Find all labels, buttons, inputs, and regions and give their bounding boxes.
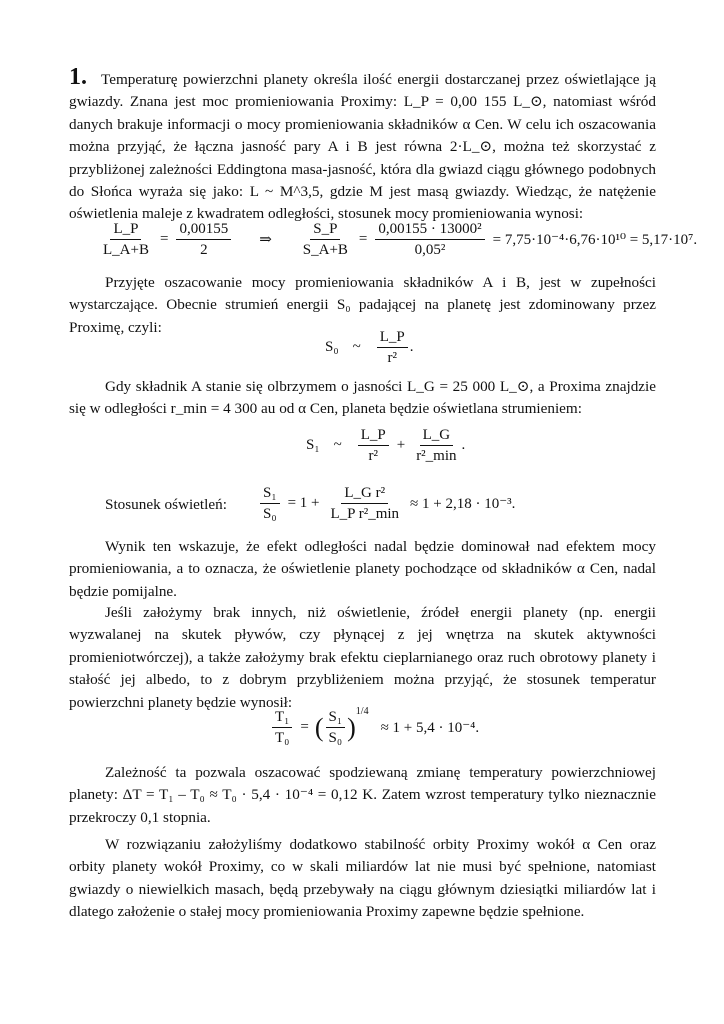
paragraph-giant: Gdy składnik A stanie się olbrzymem o jasności L_G = 25 000 L_⊙, a Proxima znajdzie się w odległości r_min = 4 300 au od α Cen, planeta będzie oświetlana strumieniem: <box>69 378 656 418</box>
fraction-sp-sab: $\frac{S\_P}{S\_A+B}$ <box>302 221 348 258</box>
equation-luminosity-ratio: $\frac{L\_P}{L\_A+B}$ = $\frac{0,00155}{2}$ ⇒ $\frac{S\_P}{S\_A+B}$ = $\frac{\text{0,00155 · 13000²}}{\text{0,05²}}$ = 7,75·10⁻⁴·6,76·10¹⁰ = 5,17·10⁷. <box>98 220 703 259</box>
paragraph-stability: W rozwiązaniu założyliśmy dodatkowo stabilność orbity Proximy wokół α Cen oraz orbity planety wokół Proximy, co w skali miliardów lat nie musi być spełnione, natomiast gwiazdy o niewielkich masach, będą przebywały na ciągu głównym dziesiątki miliardów lat i dlatego założenie o stałej mocy promieniowania Proximy zapewne będzie spełnione. <box>69 836 656 921</box>
equation-result: = 7,75·10⁻⁴·6,76·10¹⁰ = 5,17·10⁷. <box>492 232 698 248</box>
paragraph-assumptions: Jeśli założymy brak innych, niż oświetlenie, źródeł energii planety (np. energii wyzwalanej na skutek pływów, czy płynącej z jej wnętrza na skutek aktywności promieniotwórczej), a także założymy brak efektu cieplarnianego oraz ruch obrotowy planety i stałość jej albedo, to z dobrym przybliżeniem można przyjąć, że stosunek temperatur powierzchni planety będzie wynosił: <box>69 604 656 711</box>
problem-number: 1. <box>69 64 87 90</box>
implies-arrow: ⇒ <box>259 232 272 248</box>
paragraph-temperature-change: Zależność ta pozwala oszacować spodziewaną zmianę temperatury powierzchniowej planety: ΔT = T₁ – T₀ ≈ T₀ · 5,4 · 10⁻⁴ = 0,12 K. Zatem wzrost temperatury tylko nieznacznie przekroczy 0,1 stopnia. <box>69 764 656 826</box>
equation-temperature-ratio: $\frac{\text{T₁}}{\text{T₀}}$ = ( $\frac{\text{S₁}}{\text{S₀}}$ ) $^{1/4}$ ≈ 1 + 5,4 · 10⁻⁴. <box>270 708 485 747</box>
paragraph-conclusion-distance: Wynik ten wskazuje, że efekt odległości nadal będzie dominował nad efektem mocy promieniowania, a to oznacza, że oświetlenie planety pochodzące od składników α Cen, nadal będzie pomijalne. <box>69 538 656 600</box>
exponent-quarter: 1/4 <box>355 706 369 717</box>
paragraph-intro-text: Temperaturę powierzchni planety określa ilość energii dostarczanej przez oświetlające ją gwiazdy. Znana jest moc promieniowania Proximy: L_P = 0,00 155 L_⊙, natomiast wśród danych brakuje informacji o mocy promieniowania składników α Cen. W celu ich oszacowania można przyjąć, że łączna jasność pary A i B jest równa 2·L_⊙, można też skorzystać z przybliżonej zależności Eddingtona masa-jasność, która dla gwiazd ciągu głównego podobnych do Słońca wyraża się jako: L ~ M^3,5, gdzie M jest masą gwiazdy. Wiedząc, że natężenie oświetlenia maleje z kwadratem odległości, stosunek mocy promieniowania wynosi: <box>69 71 656 223</box>
fraction-value-2: $\frac{\text{0,00155 · 13000²}}{\text{0,05²}}$ <box>375 220 484 259</box>
fraction-value-1: $\frac{0,00155}{2}$ <box>176 220 231 259</box>
equation-illumination-ratio: $\frac{\text{S₁}}{\text{S₀}}$ = 1 + $\frac{\text{L\_G r²}}{\text{L\_P r²\_min}}$ ≈ 1 + 2,18 · 10⁻³. <box>258 484 521 523</box>
paragraph-intro <box>69 66 656 226</box>
ratio-label: Stosunek oświetleń: <box>105 496 227 513</box>
paragraph-estimate: Przyjęte oszacowanie mocy promieniowania składników A i B, jest w zupełności wystarczające. Obecnie strumień energii S₀ padającej na planetę jest zdominowany przez Proximę, czyli: <box>69 274 656 336</box>
equation-flux-s0: S₀ ~ $\frac{L\_P}{\text{r²}}$ . <box>325 329 414 366</box>
fraction-lp-lab: $\frac{L\_P}{L\_A+B}$ <box>103 221 149 258</box>
equation-flux-s1: S₁ ~ $\frac{L\_P}{\text{r²}}$ + $\frac{L\_G}{\text{r²\_min}}$ . <box>306 427 466 464</box>
